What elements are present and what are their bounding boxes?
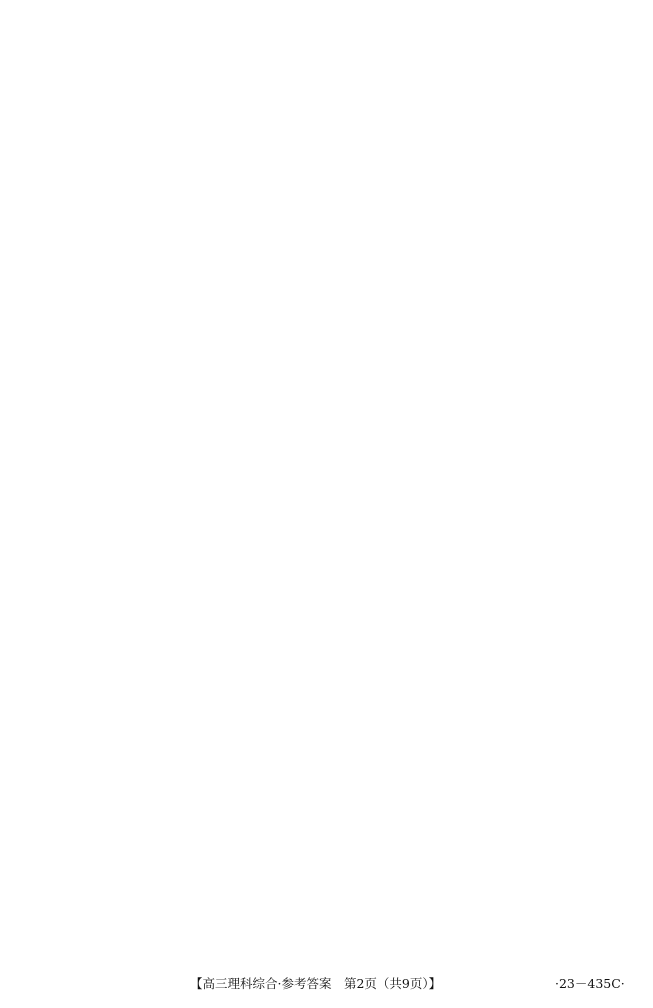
footer-page-info: 【高三理科综合·参考答案 第2页（共9页）】 [190, 976, 442, 991]
footer-code: ·23－435C· [555, 976, 625, 991]
